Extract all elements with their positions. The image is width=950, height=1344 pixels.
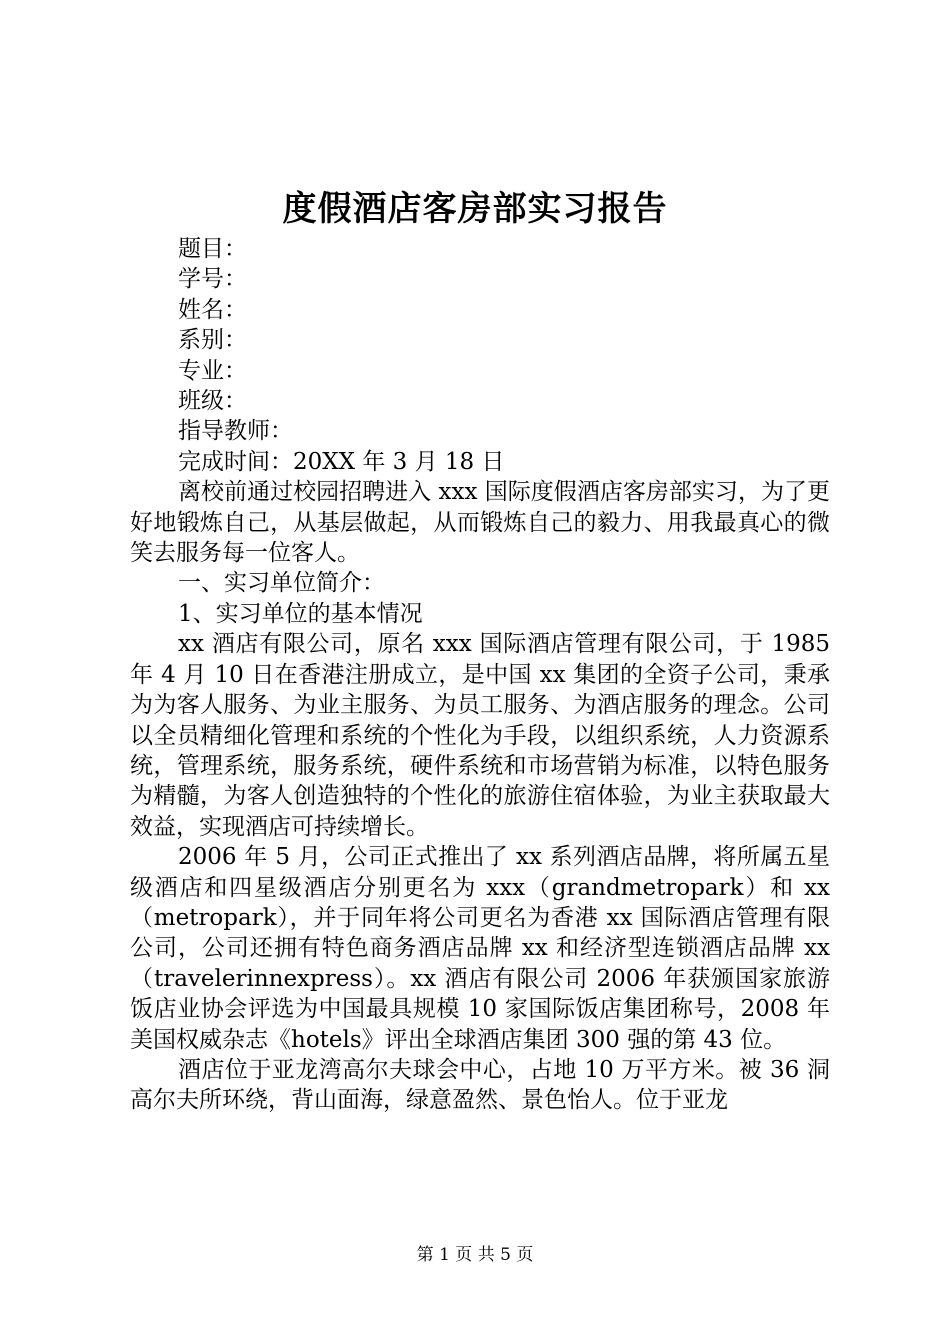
field-completion-date: 完成时间：20XX 年 3 月 18 日: [178, 448, 505, 475]
body-paragraph: 2006 年 5 月，公司正式推出了 xx 系列酒店品牌，将所属五星级酒店和四星级酒店分别更名为 xxx（grandmetropark）和 xx（metropark），并于同年将公司更名为香港 xx 国际酒店管理有限公司，公司还拥有特色商务酒店品牌 xx 和经济型连锁酒店品牌 xx（travelerinnexpress）。xx 酒店有限公司 2006 年获颁国家旅游饭店业协会评选为中国最具规模 10 家国际饭店集团称号，2008 年美国权威杂志《hotels》评出全球酒店集团 300 强的第 43 位。: [130, 844, 830, 1053]
subsection-heading: 1、实习单位的基本情况: [178, 600, 423, 627]
field-major: 专业：: [178, 357, 247, 384]
document-body: [130, 234, 830, 1116]
body-paragraph: xx 酒店有限公司，原名 xxx 国际酒店管理有限公司，于 1985 年 4 月 10 日在香港注册成立，是中国 xx 集团的全资子公司，秉承为为客人服务、为业主服务、为员工服务、为酒店服务的理念。公司以全员精细化管理和系统的个性化为手段，以组织系统，人力资源系统，管理系统，服务系统，硬件系统和市场营销为标准，以特色服务为精髓，为客人创造独特的个性化的旅游住宿体验，为业主获取最大效益，实现酒店可持续增长。: [130, 631, 830, 840]
intro-paragraph: 离校前通过校园招聘进入 xxx 国际度假酒店客房部实习，为了更好地锻炼自己，从基层做起，从而锻炼自己的毅力、用我最真心的微笑去服务每一位客人。: [130, 479, 830, 567]
field-department: 系别：: [178, 327, 247, 354]
body-paragraph: 酒店位于亚龙湾高尔夫球会中心，占地 10 万平方米。被 36 洞高尔夫所环绕，背山面海，绿意盈然、景色怡人。位于亚龙: [130, 1056, 830, 1114]
page-footer: 第 1 页 共 5 页: [416, 1245, 534, 1265]
field-class: 班级：: [178, 388, 247, 415]
document-title: 度假酒店客房部实习报告: [282, 189, 668, 229]
field-advisor: 指导教师：: [178, 418, 293, 445]
field-topic: 题目：: [178, 236, 247, 262]
section-heading: 一、实习单位简介：: [178, 570, 385, 597]
field-student-id: 学号：: [178, 266, 247, 293]
field-name: 姓名：: [178, 296, 247, 323]
